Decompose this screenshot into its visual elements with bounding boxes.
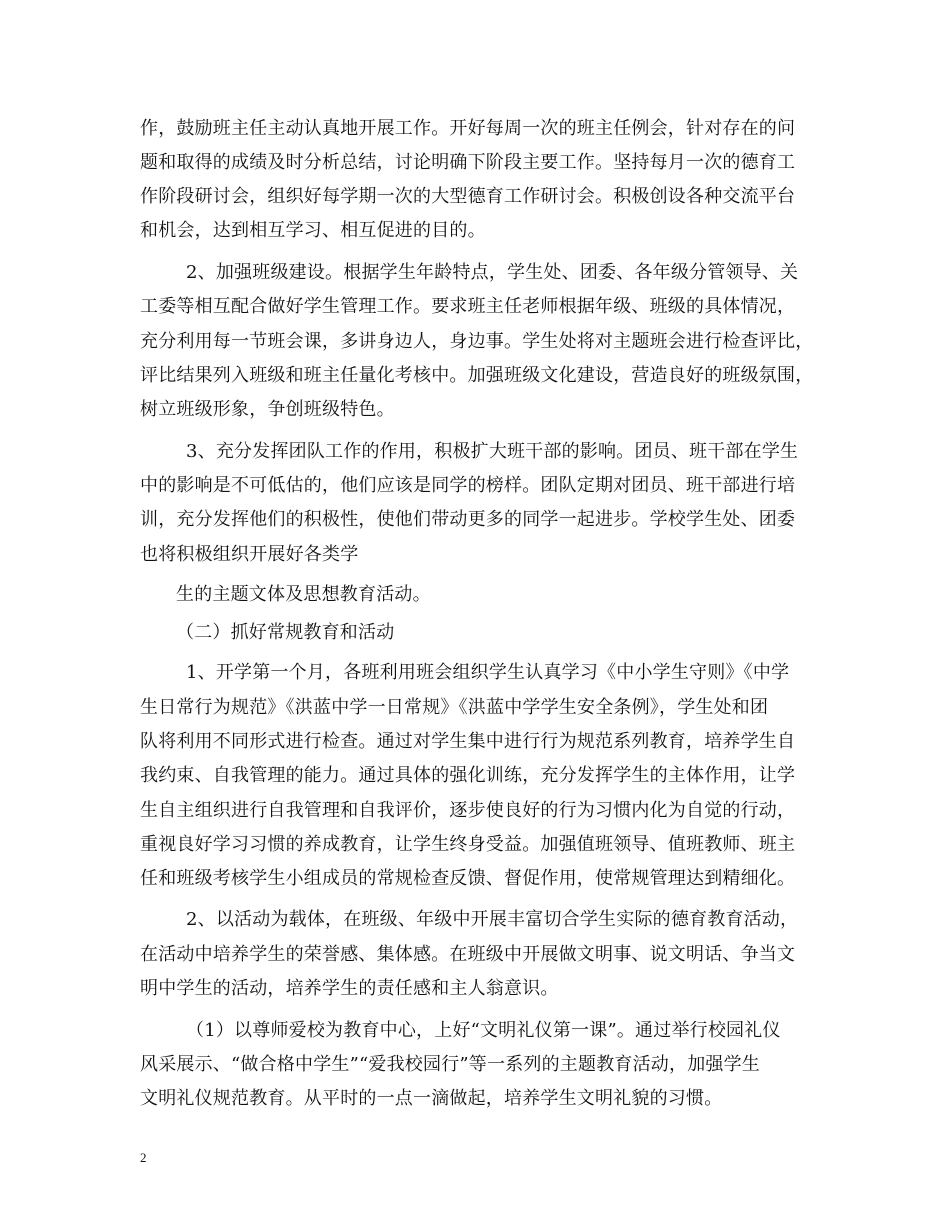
paragraph-line: 我约束、自我管理的能力。通过具体的强化训练，充分发挥学生的主体作用，让学 xyxy=(140,765,796,786)
paragraph-line: 2、加强班级建设。根据学生年龄特点，学生处、团委、各年级分管领导、关 xyxy=(186,262,799,283)
paragraph-line: 队将利用不同形式进行检查。通过对学生集中进行行为规范系列教育，培养学生自 xyxy=(140,731,796,752)
paragraph-line: 也将积极组织开展好各类学 xyxy=(140,544,359,565)
paragraph-line: 文明礼仪规范教育。从平时的一点一滴做起，培养学生文明礼貌的习惯。 xyxy=(140,1088,723,1109)
paragraph-line: 和机会，达到相互学习、相互促进的目的。 xyxy=(140,220,486,241)
page-number: 2 xyxy=(140,1150,147,1165)
paragraph-line: 作阶段研讨会，组织好每学期一次的大型德育工作研讨会。积极创设各种交流平台 xyxy=(140,186,796,207)
paragraph-line: 在活动中培养学生的荣誉感、集体感。在班级中开展做文明事、说文明话、争当文 xyxy=(140,944,796,965)
paragraph-line: 1、开学第一个月，各班利用班会组织学生认真学习《中小学生守则》《中学 xyxy=(186,662,790,683)
paragraph-line: 重视良好学习习惯的养成教育，让学生终身受益。加强值班领导、值班教师、班主 xyxy=(140,834,796,855)
paragraph-line: （1）以尊师爱校为教育中心，上好“文明礼仪第一课”。通过举行校园礼仪 xyxy=(186,1020,781,1041)
paragraph-line: 作，鼓励班主任主动认真地开展工作。开好每周一次的班主任例会，针对存在的问 xyxy=(140,118,796,139)
paragraph-line: 评比结果列入班级和班主任量化考核中。加强班级文化建设，营造良好的班级氛围， xyxy=(140,365,814,386)
paragraph-line: 2、以活动为载体，在班级、年级中开展丰富切合学生实际的德育教育活动， xyxy=(186,909,799,930)
paragraph-line: 生自主组织进行自我管理和自我评价，逐步使良好的行为习惯内化为自觉的行动， xyxy=(140,800,796,821)
paragraph-line: 生的主题文体及思想教育活动。 xyxy=(176,584,431,605)
paragraph-line: 训，充分发挥他们的积极性，使他们带动更多的同学一起进步。学校学生处、团委 xyxy=(140,509,796,530)
paragraph-line: 明中学生的活动，培养学生的责任感和主人翁意识。 xyxy=(140,978,559,999)
paragraph-line: 风采展示、“做合格中学生”“爱我校园行”等一系列的主题教育活动，加强学生 xyxy=(140,1054,761,1075)
paragraph-line: 充分利用每一节班会课，多讲身边人，身边事。学生处将对主题班会进行检查评比， xyxy=(140,331,814,352)
section-heading: （二）抓好常规教育和活动 xyxy=(176,622,395,643)
paragraph-line: 3、充分发挥团队工作的作用，积极扩大班干部的影响。团员、班干部在学生 xyxy=(186,441,799,462)
paragraph-line: 题和取得的成绩及时分析总结，讨论明确下阶段主要工作。坚持每月一次的德育工 xyxy=(140,152,796,173)
paragraph-line: 树立班级形象，争创班级特色。 xyxy=(140,399,395,420)
paragraph-line: 工委等相互配合做好学生管理工作。要求班主任老师根据年级、班级的具体情况， xyxy=(140,296,796,317)
paragraph-line: 中的影响是不可低估的，他们应该是同学的榜样。团队定期对团员、班干部进行培 xyxy=(140,475,796,496)
paragraph-line: 任和班级考核学生小组成员的常规检查反馈、督促作用，使常规管理达到精细化。 xyxy=(140,868,796,889)
paragraph-line: 生日常行为规范》《洪蓝中学一日常规》《洪蓝中学学生安全条例》，学生处和团 xyxy=(140,697,769,718)
